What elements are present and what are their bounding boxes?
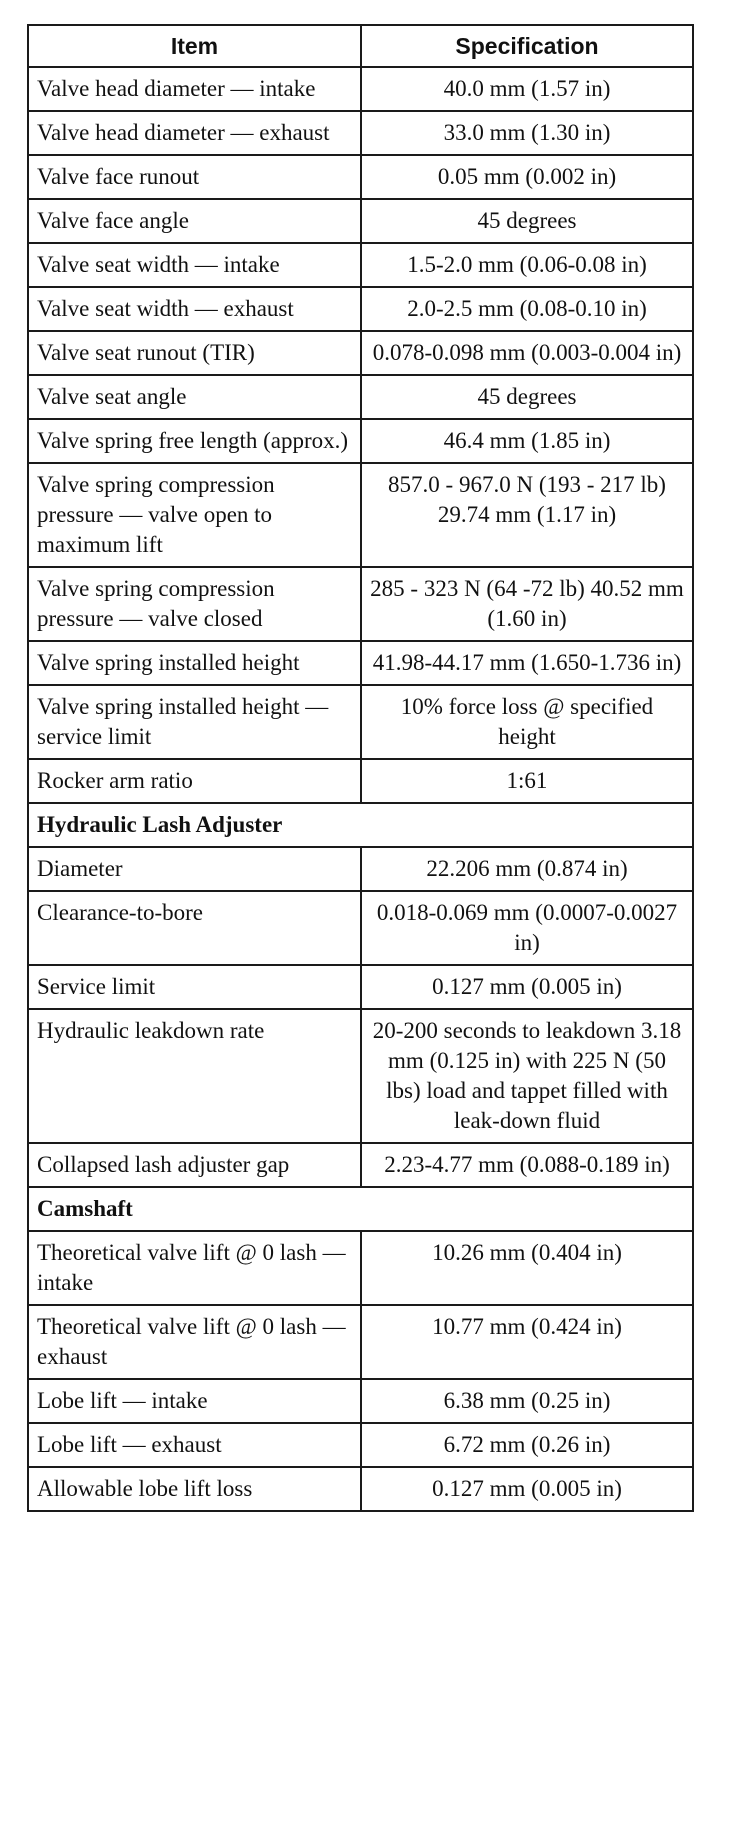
specification-cell: 6.72 mm (0.26 in)	[361, 1423, 693, 1467]
table-row	[28, 1379, 693, 1423]
item-cell: Valve spring free length (approx.)	[28, 419, 361, 463]
item-cell: Valve spring installed height — service limit	[28, 685, 361, 759]
section-heading: Hydraulic Lash Adjuster	[28, 803, 693, 847]
specification-cell: 2.23-4.77 mm (0.088-0.189 in)	[361, 1143, 693, 1187]
item-cell: Valve head diameter — intake	[28, 67, 361, 111]
table-row	[28, 1305, 693, 1379]
header-specification: Specification	[361, 25, 693, 67]
specification-cell: 46.4 mm (1.85 in)	[361, 419, 693, 463]
item-cell: Valve head diameter — exhaust	[28, 111, 361, 155]
specification-cell: 0.127 mm (0.005 in)	[361, 1467, 693, 1511]
table-row	[28, 965, 693, 1009]
section-row	[28, 1187, 693, 1231]
item-cell: Lobe lift — intake	[28, 1379, 361, 1423]
table-row	[28, 1143, 693, 1187]
specification-cell: 1:61	[361, 759, 693, 803]
item-cell: Valve seat width — exhaust	[28, 287, 361, 331]
specification-cell: 0.078-0.098 mm (0.003-0.004 in)	[361, 331, 693, 375]
table-row	[28, 375, 693, 419]
table-row	[28, 155, 693, 199]
specification-cell: 45 degrees	[361, 375, 693, 419]
table-row	[28, 111, 693, 155]
specification-cell: 0.018-0.069 mm (0.0007-0.0027 in)	[361, 891, 693, 965]
specification-cell: 285 - 323 N (64 -72 lb) 40.52 mm (1.60 in)	[361, 567, 693, 641]
table-row	[28, 1423, 693, 1467]
item-cell: Hydraulic leakdown rate	[28, 1009, 361, 1143]
table-row	[28, 1009, 693, 1143]
item-cell: Valve spring compression pressure — valve closed	[28, 567, 361, 641]
item-cell: Collapsed lash adjuster gap	[28, 1143, 361, 1187]
item-cell: Valve face runout	[28, 155, 361, 199]
specification-cell: 2.0-2.5 mm (0.08-0.10 in)	[361, 287, 693, 331]
specification-cell: 45 degrees	[361, 199, 693, 243]
section-heading: Camshaft	[28, 1187, 693, 1231]
table-row	[28, 641, 693, 685]
item-cell: Theoretical valve lift @ 0 lash — intake	[28, 1231, 361, 1305]
item-cell: Diameter	[28, 847, 361, 891]
table-row	[28, 567, 693, 641]
table-row	[28, 1467, 693, 1511]
specification-cell: 6.38 mm (0.25 in)	[361, 1379, 693, 1423]
header-item: Item	[28, 25, 361, 67]
item-cell: Valve face angle	[28, 199, 361, 243]
specification-cell: 0.127 mm (0.005 in)	[361, 965, 693, 1009]
table-row	[28, 847, 693, 891]
specification-cell: 10.26 mm (0.404 in)	[361, 1231, 693, 1305]
table-row	[28, 419, 693, 463]
item-cell: Allowable lobe lift loss	[28, 1467, 361, 1511]
specification-cell: 40.0 mm (1.57 in)	[361, 67, 693, 111]
spec-table	[27, 24, 694, 1512]
section-row	[28, 803, 693, 847]
table-row	[28, 331, 693, 375]
item-cell: Rocker arm ratio	[28, 759, 361, 803]
table-header	[28, 25, 693, 67]
item-cell: Valve seat runout (TIR)	[28, 331, 361, 375]
table-row	[28, 1231, 693, 1305]
specification-cell: 10% force loss @ specified height	[361, 685, 693, 759]
table-row	[28, 685, 693, 759]
item-cell: Service limit	[28, 965, 361, 1009]
table-row	[28, 463, 693, 567]
item-cell: Valve spring installed height	[28, 641, 361, 685]
specification-cell: 857.0 - 967.0 N (193 - 217 lb) 29.74 mm (1.17 in)	[361, 463, 693, 567]
specification-cell: 41.98-44.17 mm (1.650-1.736 in)	[361, 641, 693, 685]
item-cell: Valve seat width — intake	[28, 243, 361, 287]
specification-cell: 20-200 seconds to leakdown 3.18 mm (0.125 in) with 225 N (50 lbs) load and tappet filled with leak-down fluid	[361, 1009, 693, 1143]
specification-cell: 22.206 mm (0.874 in)	[361, 847, 693, 891]
table-row	[28, 287, 693, 331]
item-cell: Lobe lift — exhaust	[28, 1423, 361, 1467]
item-cell: Valve seat angle	[28, 375, 361, 419]
specification-cell: 1.5-2.0 mm (0.06-0.08 in)	[361, 243, 693, 287]
table-row	[28, 243, 693, 287]
specification-cell: 10.77 mm (0.424 in)	[361, 1305, 693, 1379]
specification-cell: 33.0 mm (1.30 in)	[361, 111, 693, 155]
table-row	[28, 759, 693, 803]
item-cell: Valve spring compression pressure — valve open to maximum lift	[28, 463, 361, 567]
table-row	[28, 199, 693, 243]
item-cell: Theoretical valve lift @ 0 lash — exhaust	[28, 1305, 361, 1379]
header-row	[28, 25, 693, 67]
specification-cell: 0.05 mm (0.002 in)	[361, 155, 693, 199]
table-row	[28, 891, 693, 965]
item-cell: Clearance-to-bore	[28, 891, 361, 965]
table-row	[28, 67, 693, 111]
table-body	[28, 67, 693, 1511]
